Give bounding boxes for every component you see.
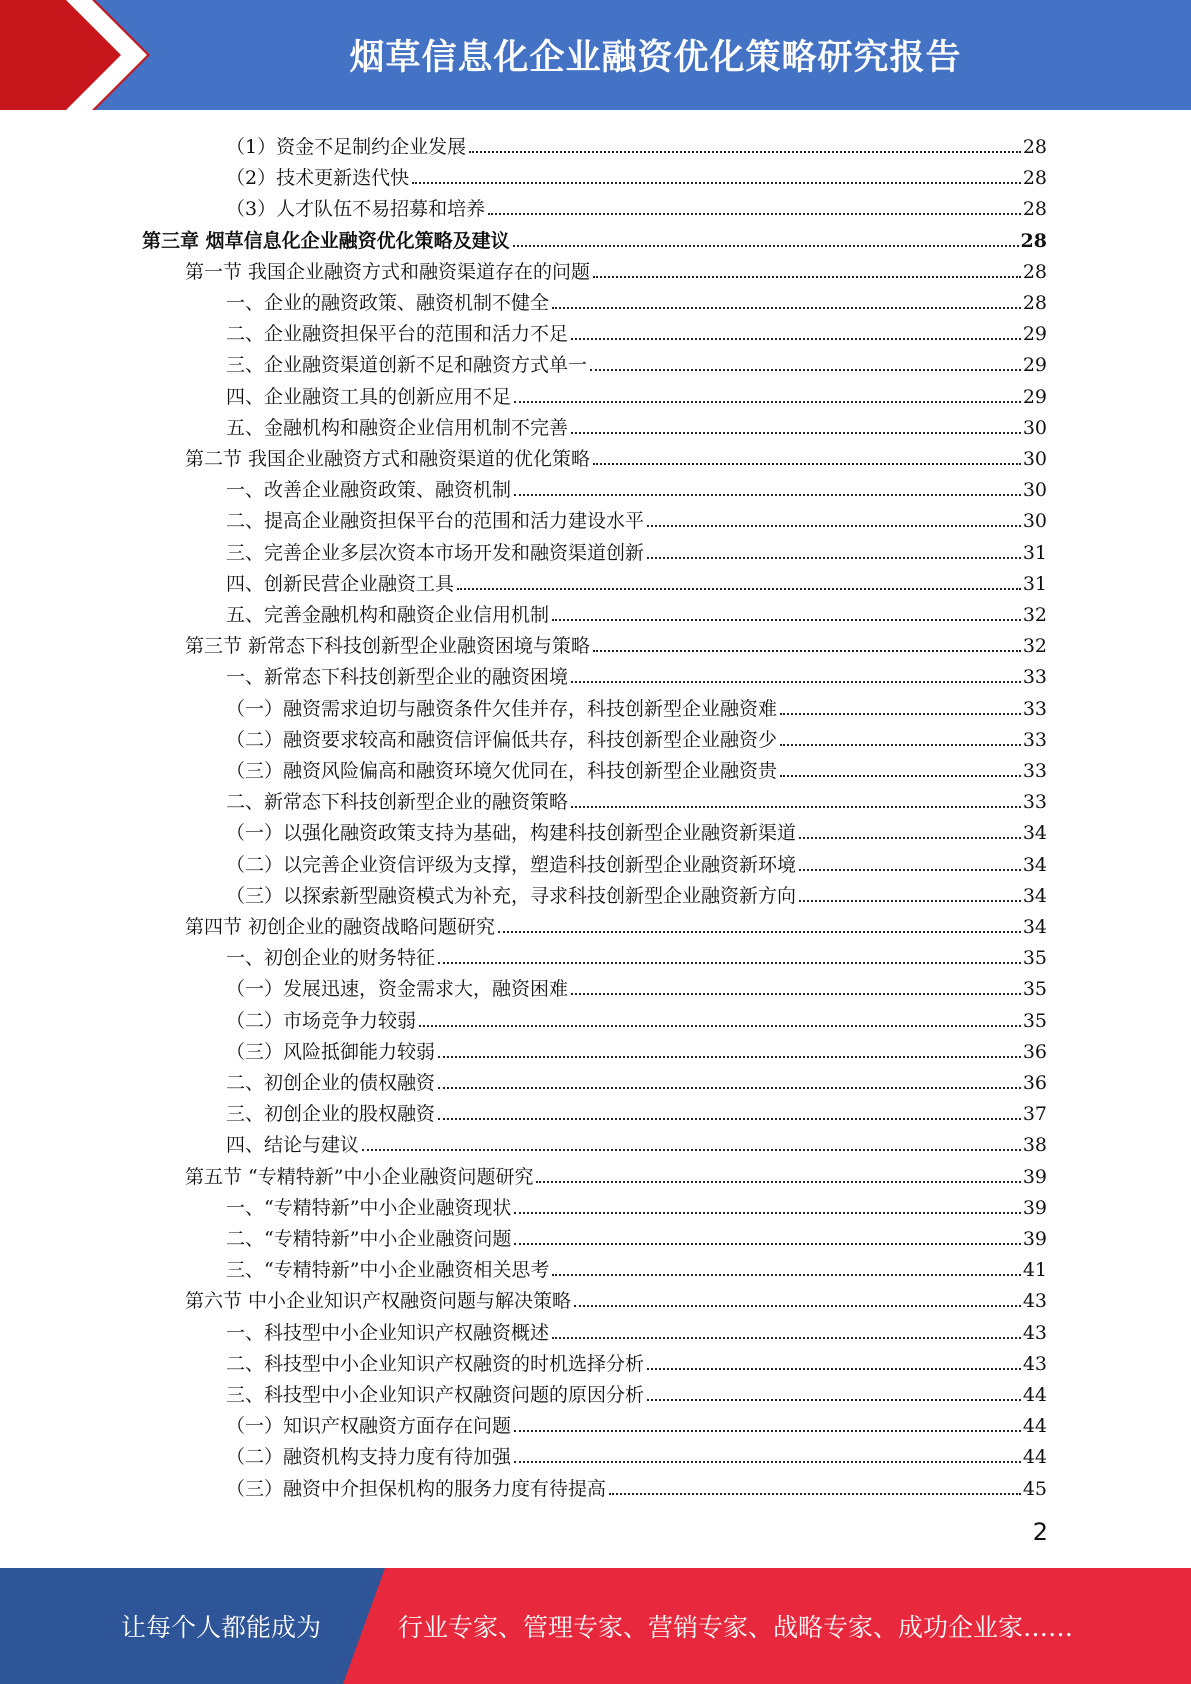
- toc-leader-dots: [513, 245, 1019, 247]
- toc-entry[interactable]: [226, 534, 1047, 565]
- toc-entry[interactable]: [185, 908, 1047, 939]
- toc-entry-page: 34: [1022, 916, 1047, 938]
- toc-leader-dots: [571, 681, 1021, 683]
- toc-entry-page: 32: [1022, 635, 1047, 657]
- toc-leader-dots: [536, 1181, 1020, 1183]
- toc-entry-title: 二、提高企业融资担保平台的范围和活力建设水平: [226, 510, 645, 532]
- toc-leader-dots: [571, 432, 1021, 434]
- toc-entry[interactable]: [226, 721, 1047, 752]
- toc-entry[interactable]: [226, 128, 1047, 159]
- toc-entry[interactable]: [226, 690, 1047, 721]
- toc-entry[interactable]: [226, 846, 1047, 877]
- toc-entry[interactable]: [226, 159, 1047, 190]
- toc-leader-dots: [438, 1087, 1021, 1089]
- toc-entry[interactable]: [226, 378, 1047, 409]
- toc-entry[interactable]: [226, 1064, 1047, 1095]
- toc-entry-page: 35: [1022, 947, 1047, 969]
- footer-slogan-right: 行业专家、管理专家、营销专家、战略专家、成功企业家……: [398, 1613, 1074, 1642]
- toc-leader-dots: [590, 369, 1021, 371]
- toc-entry-title: 三、完善企业多层次资本市场开发和融资渠道创新: [226, 542, 645, 564]
- toc-entry[interactable]: [226, 814, 1047, 845]
- toc-entry[interactable]: [142, 222, 1047, 253]
- toc-entry-page: 30: [1022, 510, 1047, 532]
- toc-entry[interactable]: [185, 440, 1047, 471]
- toc-entry-page: 36: [1022, 1072, 1047, 1094]
- toc-entry[interactable]: [226, 409, 1047, 440]
- toc-entry[interactable]: [226, 1314, 1047, 1345]
- toc-entry[interactable]: [185, 1158, 1047, 1189]
- toc-entry-title: （一）以强化融资政策支持为基础，构建科技创新型企业融资新渠道: [226, 822, 797, 844]
- toc-entry-title: （3）人才队伍不易招募和培养: [226, 198, 486, 220]
- toc-entry-title: 四、结论与建议: [226, 1134, 360, 1156]
- toc-leader-dots: [514, 1430, 1021, 1432]
- toc-entry-page: 43: [1022, 1353, 1047, 1375]
- page-number: 2: [1032, 1518, 1048, 1546]
- toc-entry-title: 一、企业的融资政策、融资机制不健全: [226, 292, 550, 314]
- toc-entry[interactable]: [226, 970, 1047, 1001]
- toc-entry-page: 35: [1022, 978, 1047, 1000]
- toc-entry[interactable]: [226, 346, 1047, 377]
- toc-leader-dots: [514, 1212, 1020, 1214]
- toc-leader-dots: [552, 307, 1021, 309]
- toc-entry-title: 三、“专精特新”中小企业融资相关思考: [226, 1259, 550, 1281]
- toc-entry[interactable]: [226, 1438, 1047, 1469]
- toc-entry-page: 31: [1022, 542, 1047, 564]
- toc-entry-title: 二、新常态下科技创新型企业的融资策略: [226, 791, 569, 813]
- toc-entry-title: 四、企业融资工具的创新应用不足: [226, 386, 512, 408]
- toc-entry-page: 28: [1020, 230, 1047, 252]
- toc-entry[interactable]: [226, 190, 1047, 221]
- toc-entry[interactable]: [226, 939, 1047, 970]
- toc-entry-title: 二、科技型中小企业知识产权融资的时机选择分析: [226, 1353, 645, 1375]
- toc-leader-dots: [571, 806, 1021, 808]
- toc-leader-dots: [799, 837, 1021, 839]
- toc-leader-dots: [514, 494, 1021, 496]
- toc-entry-page: 33: [1022, 666, 1047, 688]
- toc-entry-page: 30: [1022, 448, 1047, 470]
- toc-leader-dots: [593, 276, 1021, 278]
- toc-entry-title: （三）以探索新型融资模式为补充，寻求科技创新型企业融资新方向: [226, 885, 797, 907]
- toc-entry[interactable]: [226, 471, 1047, 502]
- toc-leader-dots: [514, 401, 1021, 403]
- toc-entry-page: 28: [1022, 261, 1047, 283]
- toc-entry-title: 第四节 初创企业的融资战略问题研究: [185, 916, 496, 938]
- toc-leader-dots: [780, 713, 1021, 715]
- toc-entry-page: 39: [1022, 1197, 1047, 1219]
- toc-entry[interactable]: [226, 1189, 1047, 1220]
- toc-entry[interactable]: [226, 1220, 1047, 1251]
- toc-entry-title: 第五节 “专精特新”中小企业融资问题研究: [185, 1166, 534, 1188]
- toc-entry-title: （二）融资机构支持力度有待加强: [226, 1446, 512, 1468]
- toc-leader-dots: [552, 1337, 1021, 1339]
- toc-entry-page: 38: [1022, 1134, 1047, 1156]
- toc-entry[interactable]: [226, 783, 1047, 814]
- toc-entry-title: 第三节 新常态下科技创新型企业融资困境与策略: [185, 635, 591, 657]
- toc-entry-page: 31: [1022, 573, 1047, 595]
- toc-entry[interactable]: [185, 1282, 1047, 1313]
- toc-entry-page: 34: [1022, 885, 1047, 907]
- toc-entry[interactable]: [226, 1407, 1047, 1438]
- toc-leader-dots: [571, 338, 1021, 340]
- toc-entry-page: 29: [1022, 354, 1047, 376]
- toc-entry-page: 39: [1022, 1228, 1047, 1250]
- toc-leader-dots: [457, 588, 1021, 590]
- toc-entry-page: 33: [1022, 698, 1047, 720]
- toc-entry[interactable]: [226, 284, 1047, 315]
- toc-leader-dots: [647, 1368, 1021, 1370]
- toc-leader-dots: [469, 151, 1021, 153]
- toc-entry[interactable]: [226, 1376, 1047, 1407]
- toc-entry-title: 三、企业融资渠道创新不足和融资方式单一: [226, 354, 588, 376]
- toc-leader-dots: [438, 1118, 1021, 1120]
- toc-leader-dots: [438, 962, 1021, 964]
- toc-leader-dots: [647, 557, 1021, 559]
- toc-entry-title: 四、创新民营企业融资工具: [226, 573, 455, 595]
- toc-entry-title: 五、金融机构和融资企业信用机制不完善: [226, 417, 569, 439]
- toc-entry-page: 32: [1022, 604, 1047, 626]
- footer-slogan-left: 让每个人都能成为: [120, 1613, 321, 1642]
- toc-entry-title: （1）资金不足制约企业发展: [226, 136, 467, 158]
- toc-entry-page: 28: [1022, 136, 1047, 158]
- toc-entry[interactable]: [226, 877, 1047, 908]
- toc-entry-title: 一、改善企业融资政策、融资机制: [226, 479, 512, 501]
- page-header: [0, 0, 1191, 110]
- toc-leader-dots: [799, 900, 1021, 902]
- toc-entry-title: （三）融资中介担保机构的服务力度有待提高: [226, 1478, 607, 1500]
- toc-entry-title: 二、企业融资担保平台的范围和活力不足: [226, 323, 569, 345]
- toc-entry-title: 一、科技型中小企业知识产权融资概述: [226, 1322, 550, 1344]
- toc-entry-page: 37: [1022, 1103, 1047, 1125]
- toc-entry-page: 29: [1022, 323, 1047, 345]
- toc-entry-title: 一、“专精特新”中小企业融资现状: [226, 1197, 512, 1219]
- toc-entry[interactable]: [185, 627, 1047, 658]
- toc-entry-title: 三、初创企业的股权融资: [226, 1103, 436, 1125]
- toc-entry-page: 35: [1022, 1010, 1047, 1032]
- toc-leader-dots: [419, 1025, 1021, 1027]
- toc-entry[interactable]: [226, 596, 1047, 627]
- toc-entry[interactable]: [226, 502, 1047, 533]
- toc-leader-dots: [552, 619, 1021, 621]
- toc-entry[interactable]: [226, 752, 1047, 783]
- toc-entry-page: 44: [1022, 1446, 1047, 1468]
- toc-entry-title: （三）风险抵御能力较弱: [226, 1041, 436, 1063]
- toc-entry-page: 39: [1022, 1166, 1047, 1188]
- toc-entry-title: 第一节 我国企业融资方式和融资渠道存在的问题: [185, 261, 591, 283]
- toc-entry-page: 44: [1022, 1415, 1047, 1437]
- toc-entry[interactable]: [226, 658, 1047, 689]
- toc-entry[interactable]: [185, 253, 1047, 284]
- toc-leader-dots: [647, 1399, 1021, 1401]
- toc-leader-dots: [412, 182, 1021, 184]
- toc-entry-title: 三、科技型中小企业知识产权融资问题的原因分析: [226, 1384, 645, 1406]
- toc-entry-title: （一）发展迅速，资金需求大，融资困难: [226, 978, 569, 1000]
- toc-leader-dots: [574, 1305, 1021, 1307]
- toc-entry-page: 29: [1022, 386, 1047, 408]
- toc-entry-title: 第二节 我国企业融资方式和融资渠道的优化策略: [185, 448, 591, 470]
- toc-entry-page: 33: [1022, 760, 1047, 782]
- toc-leader-dots: [571, 993, 1021, 995]
- toc-entry-page: 34: [1022, 822, 1047, 844]
- toc-leader-dots: [514, 1461, 1021, 1463]
- toc-leader-dots: [593, 650, 1021, 652]
- toc-entry-title: （二）融资要求较高和融资信评偏低共存，科技创新型企业融资少: [226, 729, 778, 751]
- toc-entry[interactable]: [226, 1033, 1047, 1064]
- toc-entry-page: 33: [1022, 791, 1047, 813]
- toc-entry-page: 28: [1022, 292, 1047, 314]
- toc-entry-page: 43: [1022, 1290, 1047, 1312]
- toc-entry-title: 二、初创企业的债权融资: [226, 1072, 436, 1094]
- toc-entry-page: 30: [1022, 479, 1047, 501]
- toc-leader-dots: [647, 525, 1021, 527]
- toc-leader-dots: [593, 463, 1021, 465]
- toc-entry-title: 第三章 烟草信息化企业融资优化策略及建议: [142, 230, 510, 252]
- toc-entry-page: 28: [1022, 198, 1047, 220]
- toc-leader-dots: [552, 1274, 1020, 1276]
- toc-entry-title: （一）知识产权融资方面存在问题: [226, 1415, 512, 1437]
- toc-entry-title: 一、初创企业的财务特征: [226, 947, 436, 969]
- toc-entry[interactable]: [226, 1345, 1047, 1376]
- toc-entry-page: 34: [1022, 854, 1047, 876]
- toc-entry-page: 43: [1022, 1322, 1047, 1344]
- toc-entry-title: 五、完善金融机构和融资企业信用机制: [226, 604, 550, 626]
- toc-entry-title: （三）融资风险偏高和融资环境欠优同在，科技创新型企业融资贵: [226, 760, 778, 782]
- toc-entry-title: （一）融资需求迫切与融资条件欠佳并存，科技创新型企业融资难: [226, 698, 778, 720]
- toc-leader-dots: [438, 1056, 1021, 1058]
- toc-leader-dots: [780, 775, 1021, 777]
- toc-entry[interactable]: [226, 565, 1047, 596]
- toc-leader-dots: [514, 1243, 1020, 1245]
- toc-leader-dots: [780, 744, 1021, 746]
- toc-entry-title: 第六节 中小企业知识产权融资问题与解决策略: [185, 1290, 572, 1312]
- toc-leader-dots: [488, 213, 1021, 215]
- toc-entry-page: 45: [1022, 1478, 1047, 1500]
- toc-leader-dots: [609, 1493, 1021, 1495]
- toc-entry[interactable]: [226, 1126, 1047, 1157]
- toc-leader-dots: [799, 869, 1021, 871]
- toc-entry-title: （二）以完善企业资信评级为支撑，塑造科技创新型企业融资新环境: [226, 854, 797, 876]
- toc-entry-page: 33: [1022, 729, 1047, 751]
- toc-entry-title: （二）市场竞争力较弱: [226, 1010, 417, 1032]
- toc-entry[interactable]: [226, 1251, 1047, 1282]
- report-title: 烟草信息化企业融资优化策略研究报告: [349, 38, 962, 78]
- toc-entry[interactable]: [226, 1002, 1047, 1033]
- toc-entry-page: 30: [1022, 417, 1047, 439]
- toc-entry-page: 28: [1022, 167, 1047, 189]
- toc-entry[interactable]: [226, 1470, 1047, 1501]
- toc-entry[interactable]: [226, 315, 1047, 346]
- toc-entry-title: （2）技术更新迭代快: [226, 167, 410, 189]
- toc-entry-page: 44: [1022, 1384, 1047, 1406]
- toc-entry-page: 36: [1022, 1041, 1047, 1063]
- toc-leader-dots: [498, 931, 1021, 933]
- page-footer: [0, 1568, 1191, 1684]
- toc-entry-title: 二、“专精特新”中小企业融资问题: [226, 1228, 512, 1250]
- toc-entry-page: 41: [1022, 1259, 1047, 1281]
- toc-entry[interactable]: [226, 1095, 1047, 1126]
- toc-entry-title: 一、新常态下科技创新型企业的融资困境: [226, 666, 569, 688]
- toc-leader-dots: [362, 1149, 1021, 1151]
